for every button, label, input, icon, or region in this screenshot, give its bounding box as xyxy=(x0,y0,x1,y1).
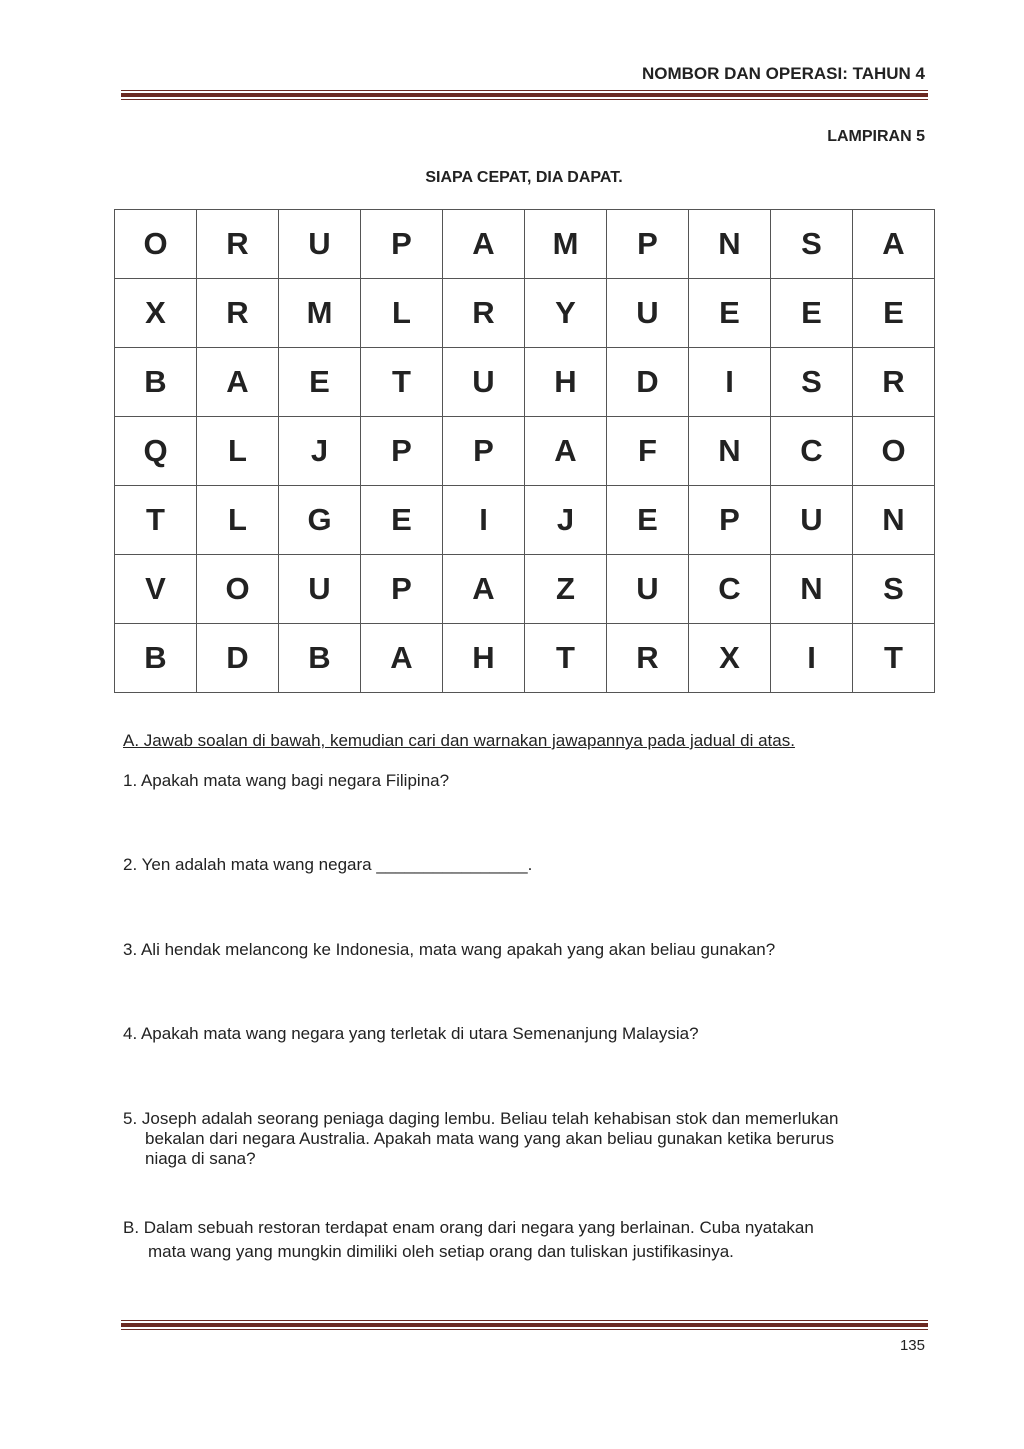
appendix-label: LAMPIRAN 5 xyxy=(827,128,925,145)
grid-cell: T xyxy=(115,486,197,555)
grid-cell: B xyxy=(115,624,197,693)
grid-cell: N xyxy=(771,555,853,624)
grid-cell: I xyxy=(689,348,771,417)
grid-cell: P xyxy=(443,417,525,486)
grid-cell: U xyxy=(771,486,853,555)
grid-cell: I xyxy=(443,486,525,555)
grid-cell: S xyxy=(853,555,935,624)
puzzle-title: SIAPA CEPAT, DIA DAPAT. xyxy=(425,169,623,186)
grid-cell: P xyxy=(361,210,443,279)
grid-cell: T xyxy=(853,624,935,693)
grid-cell: U xyxy=(607,279,689,348)
grid-cell: D xyxy=(607,348,689,417)
grid-cell: D xyxy=(197,624,279,693)
question-2: 2. Yen adalah mata wang negara ________________. xyxy=(123,855,533,874)
grid-row xyxy=(115,555,935,624)
grid-cell: P xyxy=(607,210,689,279)
word-search-grid xyxy=(114,209,935,693)
grid-cell: P xyxy=(361,555,443,624)
grid-row xyxy=(115,210,935,279)
grid-cell: C xyxy=(771,417,853,486)
grid-cell: L xyxy=(197,486,279,555)
grid-cell: E xyxy=(689,279,771,348)
grid-cell: X xyxy=(689,624,771,693)
grid-cell: Z xyxy=(525,555,607,624)
grid-cell: N xyxy=(689,210,771,279)
grid-cell: E xyxy=(853,279,935,348)
grid-cell: N xyxy=(689,417,771,486)
question-5-line-1: 5. Joseph adalah seorang peniaga daging lembu. Beliau telah kehabisan stok dan memerlukan xyxy=(123,1109,839,1128)
grid-cell: A xyxy=(525,417,607,486)
grid-cell: Y xyxy=(525,279,607,348)
grid-cell: U xyxy=(607,555,689,624)
grid-cell: O xyxy=(853,417,935,486)
grid-cell: R xyxy=(443,279,525,348)
grid-cell: U xyxy=(443,348,525,417)
grid-cell: R xyxy=(197,279,279,348)
grid-cell: V xyxy=(115,555,197,624)
grid-cell: J xyxy=(525,486,607,555)
question-4: 4. Apakah mata wang negara yang terletak di utara Semenanjung Malaysia? xyxy=(123,1024,699,1043)
grid-row xyxy=(115,348,935,417)
section-b-line-2: mata wang yang mungkin dimiliki oleh setiap orang dan tuliskan justifikasinya. xyxy=(148,1242,734,1261)
grid-cell: E xyxy=(279,348,361,417)
grid-cell: C xyxy=(689,555,771,624)
grid-cell: U xyxy=(279,555,361,624)
grid-cell: E xyxy=(771,279,853,348)
grid-cell: N xyxy=(853,486,935,555)
section-b-instruction xyxy=(123,1216,933,1264)
question-5-line-2: bekalan dari negara Australia. Apakah mata wang yang akan beliau gunakan ketika berurus xyxy=(145,1129,834,1148)
grid-cell: R xyxy=(853,348,935,417)
header-title: NOMBOR DAN OPERASI: TAHUN 4 xyxy=(641,64,925,83)
section-b-line-1: B. Dalam sebuah restoran terdapat enam orang dari negara yang berlainan. Cuba nyatakan xyxy=(123,1218,814,1237)
grid-cell: L xyxy=(197,417,279,486)
grid-cell: Q xyxy=(115,417,197,486)
grid-row xyxy=(115,417,935,486)
grid-cell: A xyxy=(197,348,279,417)
grid-cell: B xyxy=(279,624,361,693)
grid-cell: S xyxy=(771,348,853,417)
grid-cell: T xyxy=(361,348,443,417)
page-number: 135 xyxy=(899,1337,925,1354)
grid-row xyxy=(115,279,935,348)
grid-cell: A xyxy=(443,210,525,279)
grid-cell: R xyxy=(197,210,279,279)
grid-cell: M xyxy=(279,279,361,348)
grid-cell: G xyxy=(279,486,361,555)
grid-cell: A xyxy=(853,210,935,279)
grid-cell: A xyxy=(443,555,525,624)
grid-cell: I xyxy=(771,624,853,693)
grid-row xyxy=(115,624,935,693)
grid-cell: E xyxy=(361,486,443,555)
grid-cell: F xyxy=(607,417,689,486)
grid-cell: A xyxy=(361,624,443,693)
grid-cell: P xyxy=(689,486,771,555)
header-divider xyxy=(121,90,928,100)
grid-cell: J xyxy=(279,417,361,486)
grid-cell: P xyxy=(361,417,443,486)
grid-row xyxy=(115,486,935,555)
grid-cell: E xyxy=(607,486,689,555)
grid-cell: H xyxy=(525,348,607,417)
grid-cell: T xyxy=(525,624,607,693)
grid-cell: B xyxy=(115,348,197,417)
question-5 xyxy=(123,1109,933,1169)
footer-divider xyxy=(121,1320,928,1330)
grid-cell: L xyxy=(361,279,443,348)
grid-cell: S xyxy=(771,210,853,279)
question-1: 1. Apakah mata wang bagi negara Filipina? xyxy=(123,771,450,790)
question-5-line-3: niaga di sana? xyxy=(145,1149,256,1168)
section-a-instruction: A. Jawab soalan di bawah, kemudian cari dan warnakan jawapannya pada jadual di atas. xyxy=(123,731,795,750)
grid-cell: R xyxy=(607,624,689,693)
grid-cell: O xyxy=(115,210,197,279)
grid-cell: U xyxy=(279,210,361,279)
grid-cell: O xyxy=(197,555,279,624)
question-3: 3. Ali hendak melancong ke Indonesia, mata wang apakah yang akan beliau gunakan? xyxy=(123,940,776,959)
grid-cell: H xyxy=(443,624,525,693)
grid-cell: M xyxy=(525,210,607,279)
grid-cell: X xyxy=(115,279,197,348)
